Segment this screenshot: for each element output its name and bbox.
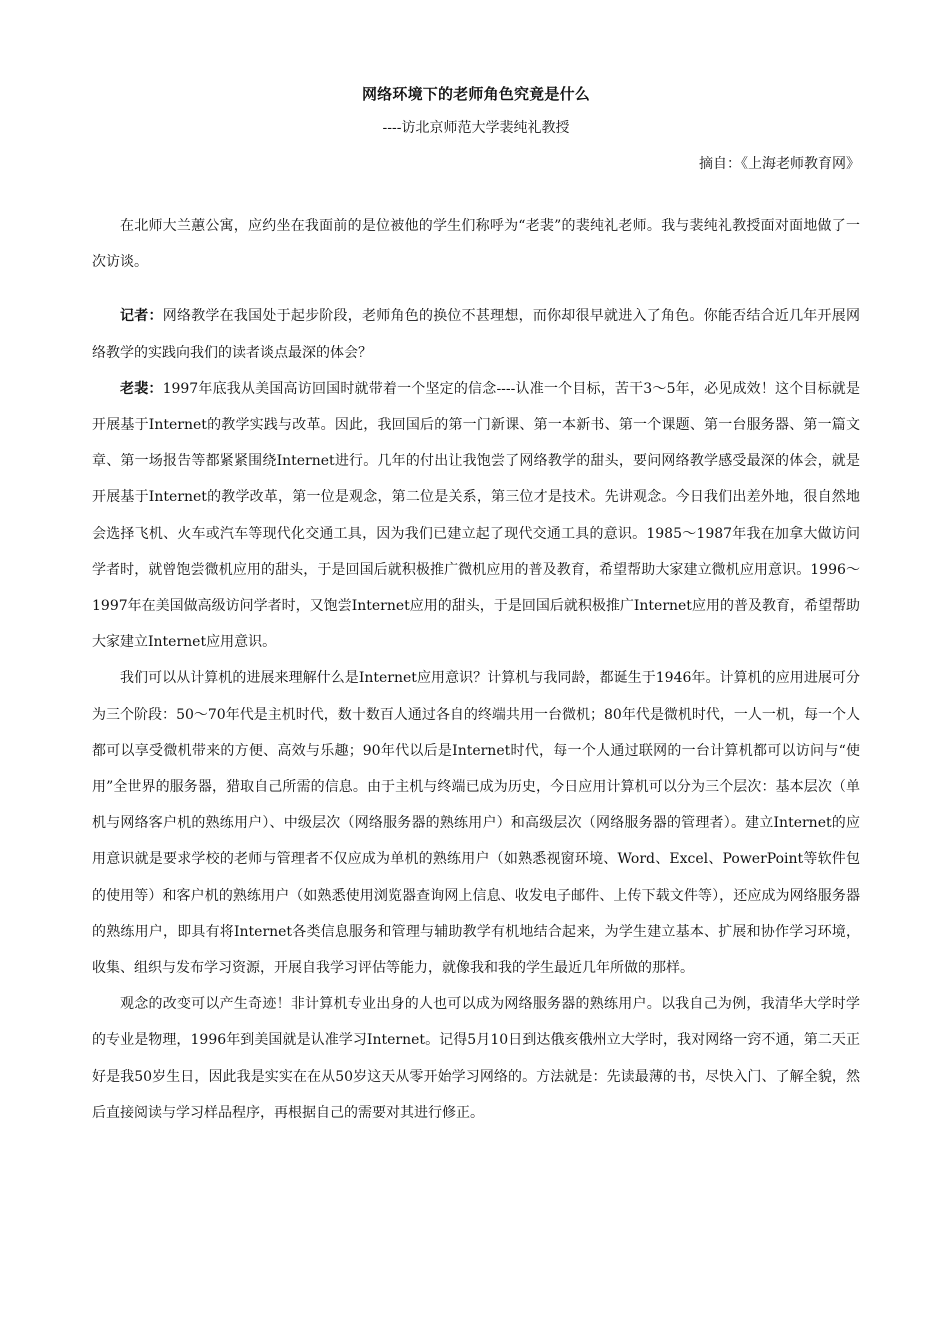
question-speaker: 记者： [120,308,163,325]
answer-paragraph [92,371,860,661]
question-paragraph [92,298,860,370]
answer-speaker: 老裴： [120,380,163,397]
answer-text: 1997年底我从美国高访回国时就带着一个坚定的信念----认准一个目标，苦干3～5年，必见成效！这个目标就是开展基于Internet的教学实践与改革。因此，我回国后的第一门新课、第一本新书、第一个课题、第一台服务器、第一篇文章、第一场报告等都紧紧围绕Internet进行。几年的付出让我饱尝了网络教学的甜头，要问网络教学感受最深的体会，就是开展基于Internet的教学改革，第一位是观念，第二位是关系，第三位才是技术。先讲观念。今日我们出差外地，很自然地会选择飞机、火车或汽车等现代化交通工具，因为我们已建立起了现代交通工具的意识。1985～1987年我在加拿大做访问学者时，就曾饱尝微机应用的甜头，于是回国后就积极推广微机应用的普及教育，希望帮助大家建立微机应用意识。1996～1997年在美国做高级访问学者时，又饱尝Internet应用的甜头，于是回国后就积极推广Internet应用的普及教育，希望帮助大家建立Internet应用意识。 [92,380,860,651]
body-paragraph-application-awareness: 我们可以从计算机的进展来理解什么是Internet应用意识？计算机与我同龄，都诞生于1946年。计算机的应用进展可分为三个阶段：50～70年代是主机时代，数十数百人通过各自的终端共用一台微机；80年代是微机时代，一人一机，每一个人都可以享受微机带来的方便、高效与乐趣；90年代以后是Internet时代，每一个人通过联网的一台计算机都可以访问与“使用”全世界的服务器，猎取自己所需的信息。由于主机与终端已成为历史，今日应用计算机可以分为三个层次：基本层次（单机与网络客户机的熟练用户）、中级层次（网络服务器的熟练用户）和高级层次（网络服务器的管理者）。建立Internet的应用意识就是要求学校的老师与管理者不仅应成为单机的熟练用户（如熟悉视窗环境、Word、Excel、PowerPoint等软件包的使用等）和客户机的熟练用户（如熟悉使用浏览器查询网上信息、收发电子邮件、上传下载文件等），还应成为网络服务器的熟练用户，即具有将Internet各类信息服务和管理与辅助教学有机地结合起来，为学生建立基本、扩展和协作学习环境，收集、组织与发布学习资源，开展自我学习评估等能力，就像我和我的学生最近几年所做的那样。 [92,670,860,977]
body-paragraph-concept-change: 观念的改变可以产生奇迹！非计算机专业出身的人也可以成为网络服务器的熟练用户。以我自己为例，我清华大学时学的专业是物理，1996年到美国就是认准学习Internet。记得5月10日到达俄亥俄州立大学时，我对网络一窍不通，第二天正好是我50岁生日，因此我是实实在在从50岁这天从零开始学习网络的。方法就是：先读最薄的书，尽快入门、了解全貌，然后直接阅读与学习样品程序，再根据自己的需要对其进行修正。 [92,996,860,1121]
article-subtitle: ----访北京师范大学裴纯礼教授 [382,120,570,136]
article-title: 网络环境下的老师角色究竟是什么 [361,85,590,103]
question-text: 网络教学在我国处于起步阶段，老师角色的换位不甚理想，而你却很早就进入了角色。你能否结合近几年开展网络教学的实践向我们的读者谈点最深的体会？ [92,308,861,361]
article-body [92,80,860,1131]
intro-paragraph: 在北师大兰蕙公寓，应约坐在我面前的是位被他的学生们称呼为“老裴”的裴纯礼老师。我与裴纯礼教授面对面地做了一次访谈。 [92,218,860,271]
article-source: 摘自：《上海老师教育网》 [699,156,860,172]
